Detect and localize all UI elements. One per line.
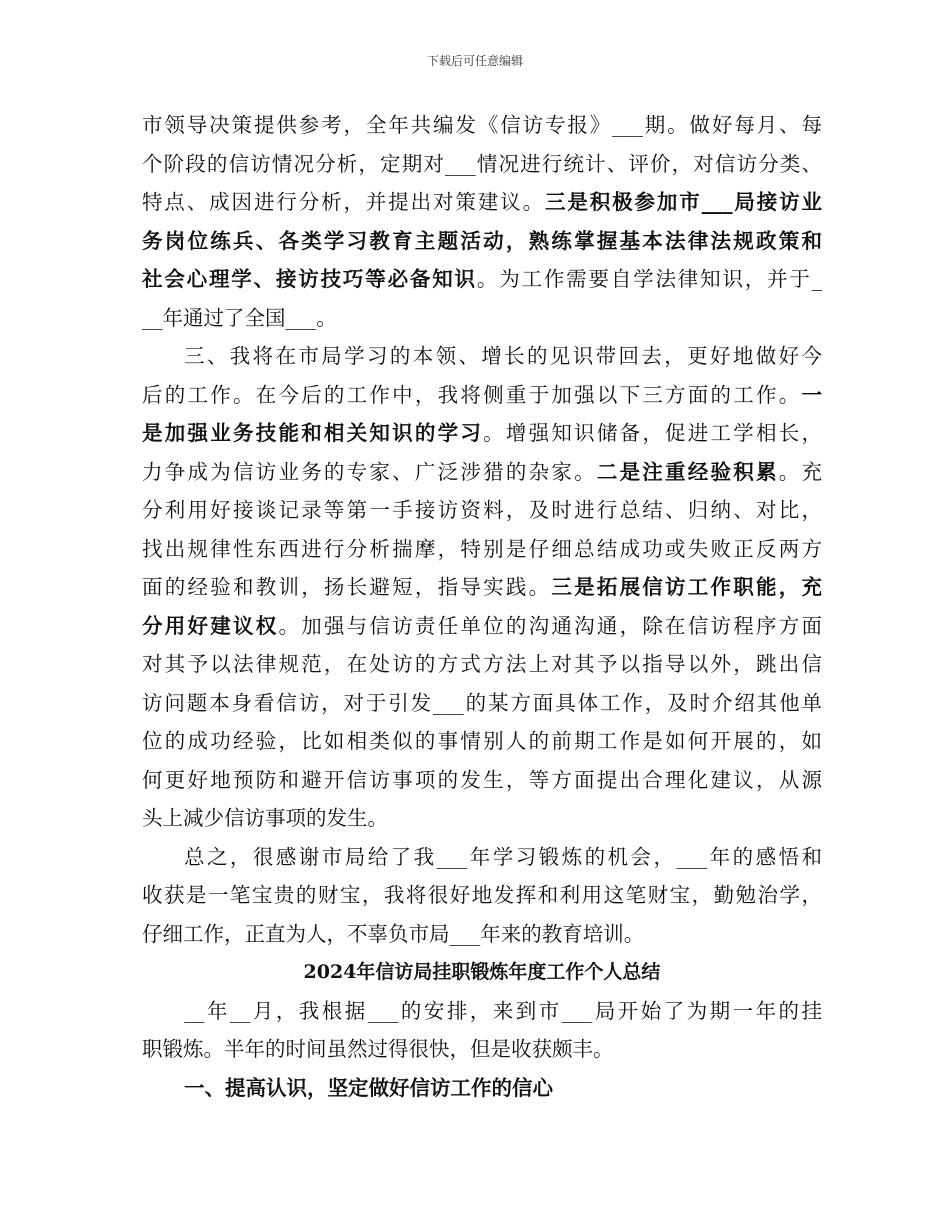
bold-text-run: 分用好建议权 (142, 613, 279, 638)
paragraph-line (142, 915, 822, 954)
text-run: 面的经验和教训，扬长避短，指导实践。 (142, 575, 552, 599)
bold-text-run: 一 (801, 382, 822, 407)
document-body (142, 106, 822, 1107)
text-run: 找出规律性东西进行分析揣摩，特别是仔细总结成功或失败正反两方 (142, 536, 822, 561)
text-run: 位的成功经验，比如相类似的事情别人的前期工作是如何开展的，如 (142, 729, 822, 753)
paragraph-line (142, 799, 822, 838)
paragraph-line (142, 337, 822, 376)
text-run: __年__月，我根据___的安排，来到市___局开始了为期一年的挂 (184, 998, 822, 1023)
paragraph-line (142, 838, 822, 877)
bold-text-run: 务岗位练兵、各类学习教育主题活动，熟练掌握基本法律法规政策和 (142, 228, 822, 253)
paragraph-line (142, 183, 822, 222)
paragraph-line (142, 1030, 822, 1069)
paragraph-line (142, 568, 822, 607)
paragraph-line (142, 530, 822, 569)
text-run: 市领导决策提供参考，全年共编发《信访专报》___期。做好每月、每 (142, 113, 822, 137)
text-run: 三、我将在市局学习的本领、增长的见识带回去，更好地做好今 (184, 344, 822, 368)
text-run: 头上减少信访事项的发生。 (142, 806, 388, 830)
text-run: 2024年信访局挂职锻炼年度工作个人总结 (303, 961, 661, 983)
section-title (142, 953, 822, 992)
paragraph-line (142, 260, 822, 299)
text-run: 对其予以法律规范，在处访的方式方法上对其予以指导以外，跳出信 (142, 652, 822, 676)
paragraph-line (142, 106, 822, 145)
text-run: __年通过了全国___。 (142, 305, 337, 330)
paragraph-line (142, 607, 822, 646)
paragraph-line (142, 222, 822, 261)
bold-text-run: 三是积极参加市___局接访业 (544, 190, 823, 214)
paragraph-line (142, 414, 822, 453)
text-run: 。增强知识储备，促进工学相长， (483, 421, 823, 445)
paragraph-line (142, 145, 822, 184)
text-run: 。加强与信访责任单位的沟通沟通，除在信访程序方面 (278, 613, 823, 638)
text-run: 特点、成因进行分析，并提出对策建议。 (142, 190, 545, 214)
text-run: 访问题本身看信访，对于引发___的某方面具体工作，及时介绍其他单 (142, 690, 822, 715)
bold-text-run: 社会心理学、接访技巧等必备知识 (142, 267, 477, 291)
text-run: 个阶段的信访情况分析，定期对___情况进行统计、评价，对信访分类、 (142, 151, 822, 176)
text-run: 收获是一笔宝贵的财宝，我将很好地发挥和利用这笔财宝，勤勉治学， (142, 883, 822, 907)
bold-text-run: 二是注重经验积累 (596, 459, 779, 484)
paragraph-line (142, 376, 822, 415)
paragraph-line (142, 684, 822, 723)
paragraph-line (142, 299, 822, 338)
bold-text-run: 是加强业务技能和相关知识的学习 (142, 421, 484, 445)
text-run: 总之，很感谢市局给了我___年学习锻炼的机会，___年的感悟和 (184, 844, 822, 869)
text-run: 职锻炼。半年的时间虽然过得很快，但是收获颇丰。 (142, 1037, 614, 1061)
page-header: 下载后可任意编辑 (426, 54, 523, 68)
paragraph-line (142, 453, 822, 492)
bold-text-run: 一、提高认识，坚定做好信访工作的信心 (184, 1075, 553, 1100)
text-run: 。为工作需要自学法律知识，并于_ (476, 267, 822, 291)
paragraph-line (142, 722, 822, 761)
text-run: 分利用好接谈记录等第一手接访资料，及时进行总结、归纳、对比， (142, 498, 822, 522)
bold-text-run: 三是拓展信访工作职能，充 (551, 575, 822, 599)
paragraph-line (142, 876, 822, 915)
paragraph-line (142, 761, 822, 800)
text-run: 仔细工作，正直为人，不辜负市局___年来的教育培训。 (142, 921, 645, 946)
section-heading (142, 1069, 822, 1108)
text-run: 力争成为信访业务的专家、广泛涉猎的杂家。 (142, 459, 597, 484)
text-run: 后的工作。在今后的工作中，我将侧重于加强以下三方面的工作。 (142, 382, 802, 407)
text-run: 。充 (778, 459, 823, 484)
paragraph-line (142, 645, 822, 684)
paragraph-line (142, 491, 822, 530)
text-run: 何更好地预防和避开信访事项的发生，等方面提出合理化建议，从源 (142, 767, 822, 792)
paragraph-line (142, 992, 822, 1031)
